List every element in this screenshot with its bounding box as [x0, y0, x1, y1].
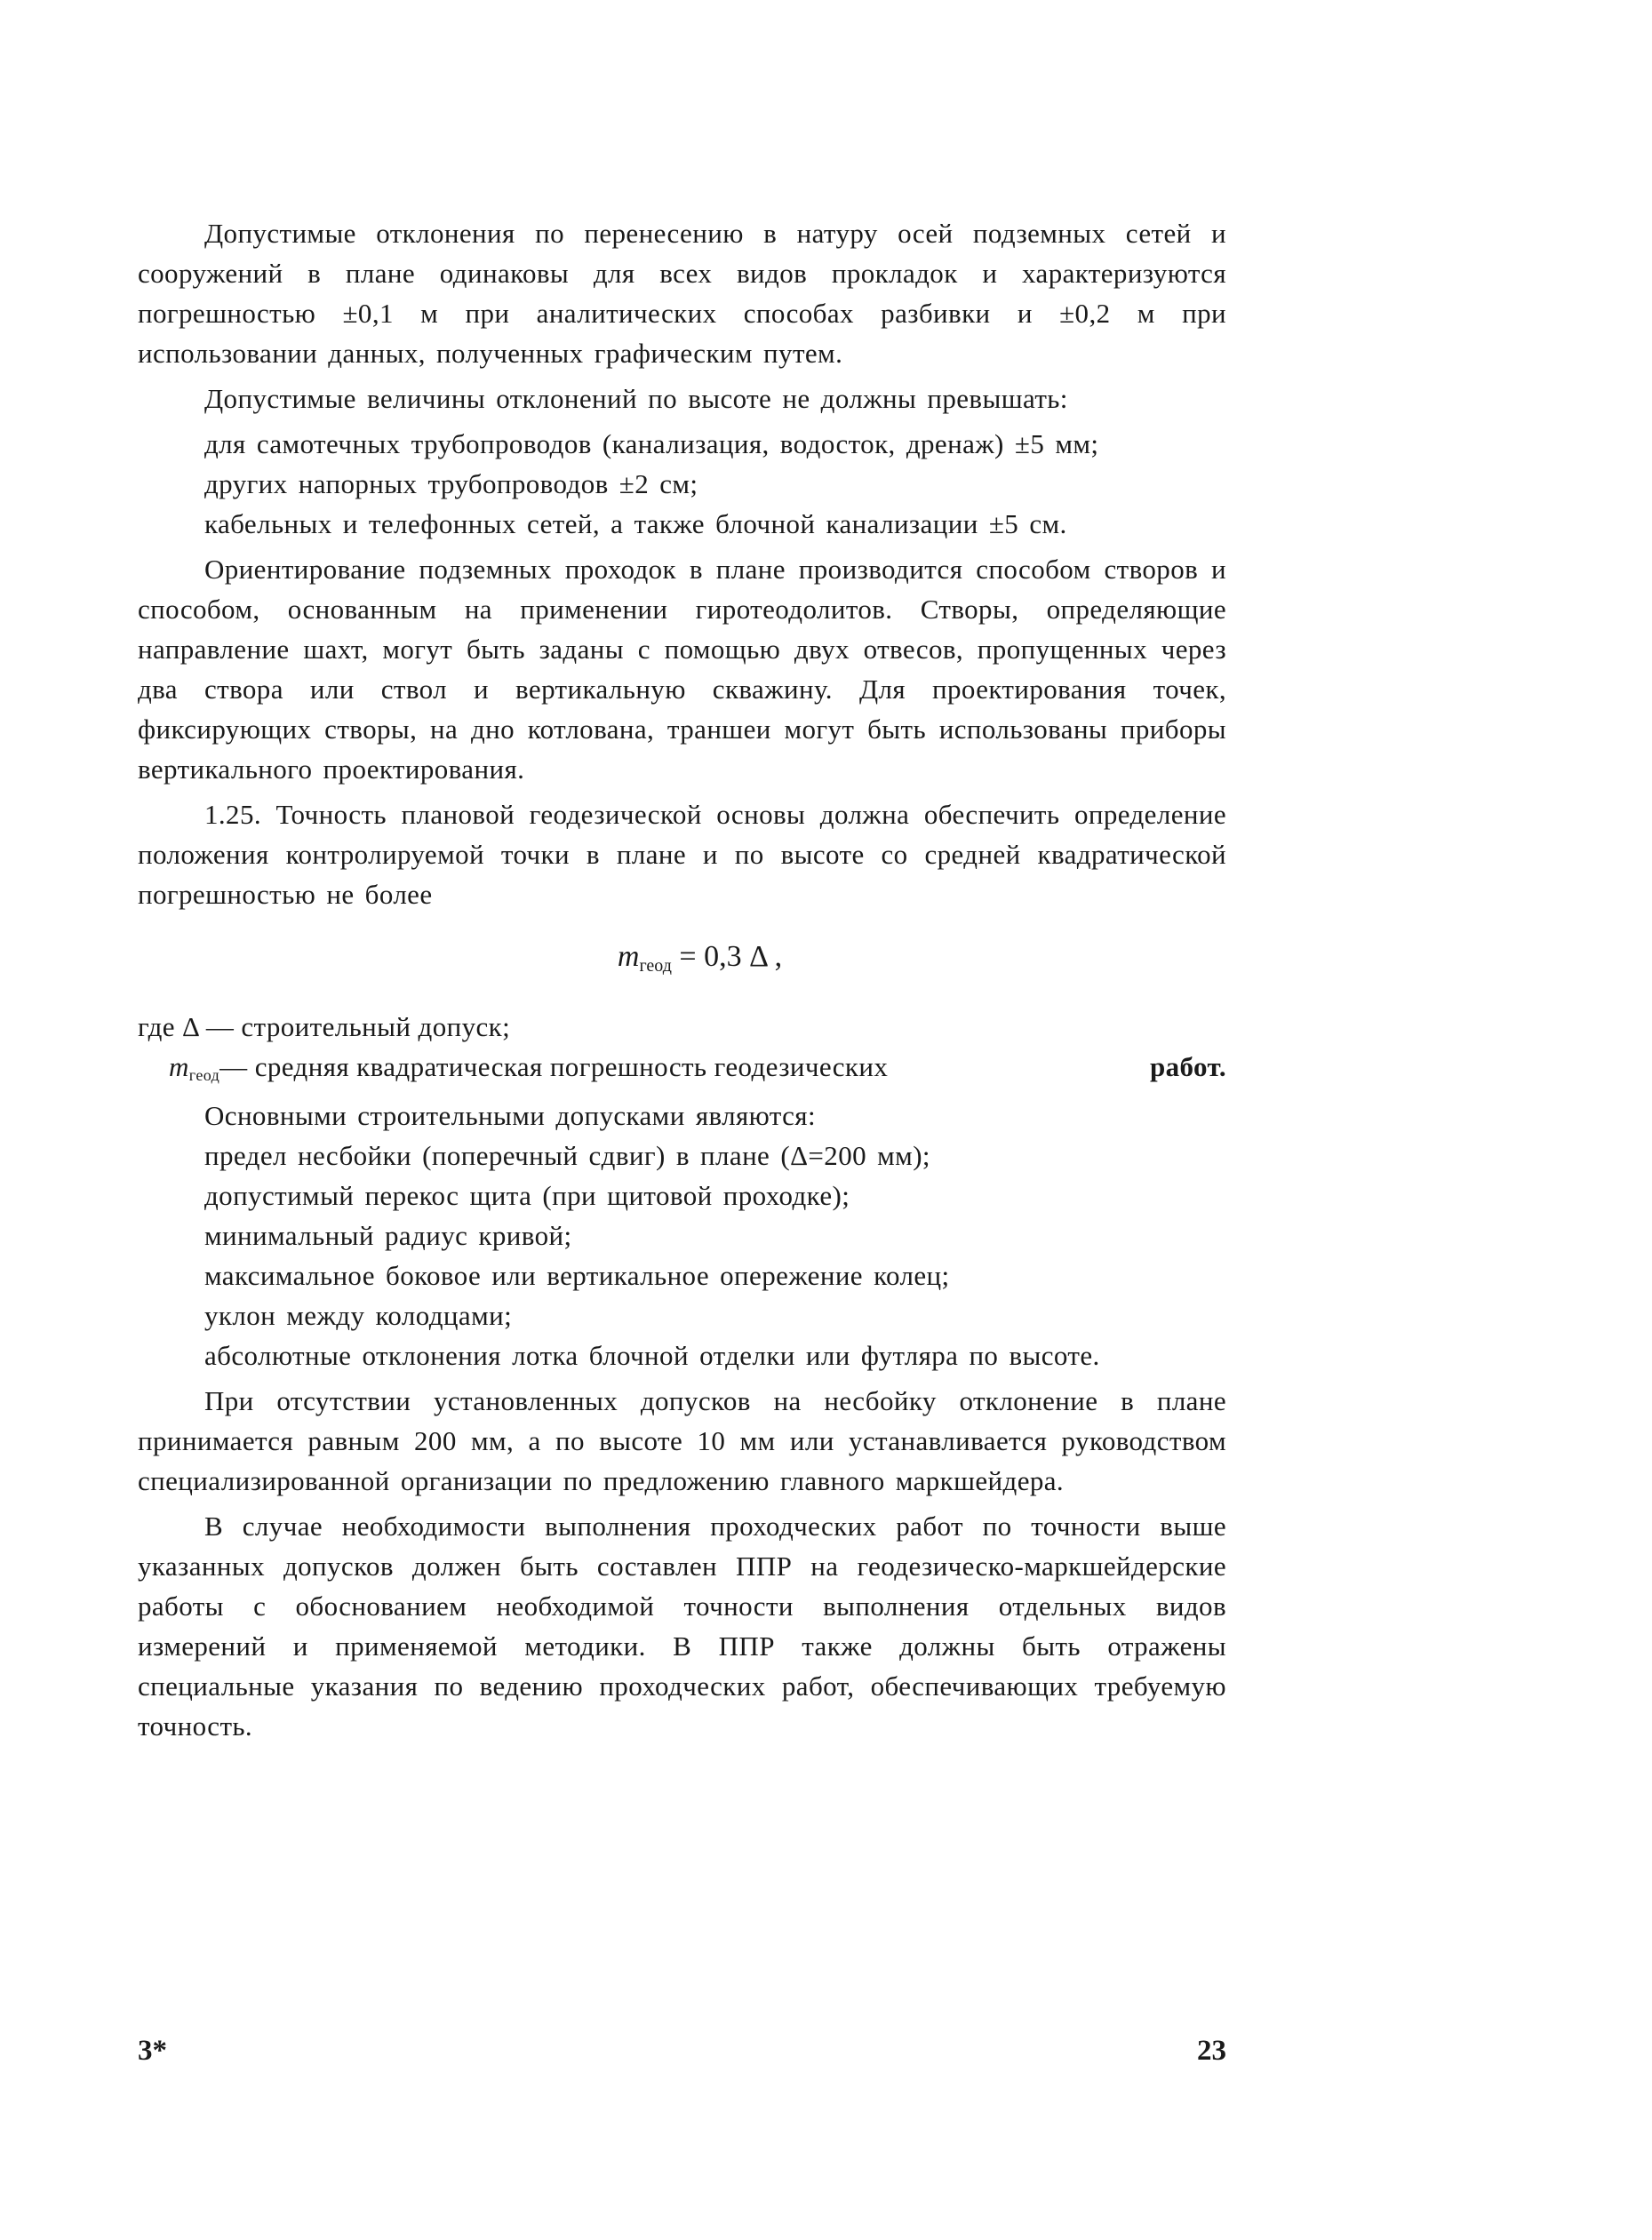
formula-symbol: m: [617, 940, 640, 973]
tolerance-item-offset: предел несбойки (поперечный сдвиг) в плане (Δ=200 мм);: [204, 1140, 930, 1171]
list-item-gravity-pipes: для самотечных трубопроводов (канализация, водосток, дренаж) ±5 мм;: [204, 428, 1099, 459]
tolerance-item-shield: допустимый перекос щита (при щитовой проходке);: [204, 1180, 850, 1211]
def-symbol: m: [169, 1051, 189, 1082]
page-footer: [138, 2035, 1226, 2068]
tolerances-heading: Основными строительными допусками являются:: [204, 1100, 816, 1131]
page-number: 23: [1197, 2035, 1226, 2067]
list-item-cable-networks: кабельных и телефонных сетей, а также блочной канализации ±5 см.: [204, 508, 1067, 539]
paragraph-ppr: В случае необходимости выполнения проходческих работ по точности выше указанных допусков должен быть составлен ППР на геодезическо-маркшейдерские работы с обоснованием необходимой точности выполнения отдельных видов измерений и применяемой методики. В ППР также должны быть отражены специальные указания по ведению проходческих работ, обеспечивающих требуемую точность.: [138, 1511, 1226, 1742]
tolerance-item-radius: минимальный радиус кривой;: [204, 1220, 572, 1251]
def-text: — средняя квадратическая погрешность геодезических: [219, 1051, 889, 1082]
paragraph-orientation: Ориентирование подземных проходок в плане производится способом створов и способом, основанным на применении гиротеодолитов. Створы, определяющие направление шахт, могут быть заданы с помощью двух отвесов, пропущенных через два створа или ствол и вертикальную скважину. Для проектирования точек, фиксирующих створы, на дно котлована, траншеи могут быть использованы приборы вертикального проектирования.: [138, 554, 1226, 785]
paragraph-deviations-plan: Допустимые отклонения по перенесению в натуру осей подземных сетей и сооружений в плане одинаковы для всех видов прокладок и характеризуются погрешностью ±0,1 м при аналитических способах разбивки и ±0,2 м при использовании данных, полученных графическим путем.: [138, 218, 1226, 369]
list-item-pressure-pipes: других напорных трубопроводов ±2 см;: [204, 468, 698, 499]
where-delta-definition: где Δ — строительный допуск;: [138, 1011, 511, 1042]
signature-mark: 3*: [138, 2035, 167, 2067]
tolerance-item-slope: уклон между колодцами;: [204, 1300, 513, 1331]
paragraph-height-deviations: Допустимые величины отклонений по высоте не должны превышать:: [204, 383, 1068, 414]
paragraph-1-25: 1.25. Точность плановой геодезической основы должна обеспечить определение положения контролируемой точки в плане и по высоте со средней квадратической погрешностью не более: [138, 799, 1226, 910]
formula-rhs: = 0,3 Δ ,: [679, 940, 783, 973]
tolerance-item-tray: абсолютные отклонения лотка блочной отделки или футляра по высоте.: [204, 1340, 1100, 1371]
def-subscript: геод: [188, 1066, 220, 1084]
document-page: [138, 213, 1226, 1746]
formula-m-geod: [138, 930, 1226, 992]
formula-subscript: геод: [639, 956, 672, 976]
def-end-word: работ.: [1150, 1051, 1226, 1082]
tolerance-item-rings: максимальное боковое или вертикальное опережение колец;: [204, 1260, 950, 1291]
paragraph-no-tolerances: При отсутствии установленных допусков на несбойку отклонение в плане принимается равным 200 мм, а по высоте 10 мм или устанавливается руководством специализированной организации по предложению главного маркшейдера.: [138, 1385, 1226, 1496]
where-m-definition: [138, 1047, 1226, 1096]
